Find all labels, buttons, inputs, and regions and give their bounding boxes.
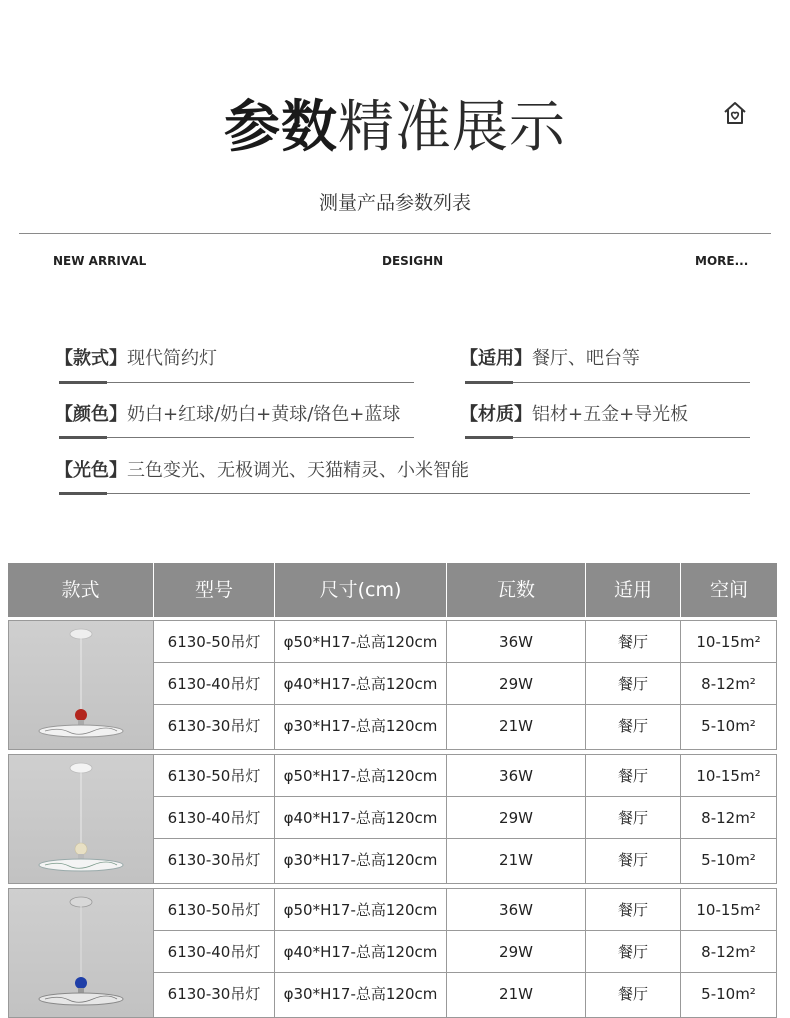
cell-model: 6130-40吊灯 [154,663,275,705]
title-bold: 参数 [224,95,338,160]
product-group [8,754,777,884]
cell-model: 6130-50吊灯 [154,755,275,797]
cell-space: 10-15m² [681,889,776,931]
spec-underline [59,437,414,438]
cell-space: 10-15m² [681,621,776,663]
spec-color [55,400,400,426]
cell-use: 餐厅 [586,755,681,797]
cell-use: 餐厅 [586,621,681,663]
spec-underline [465,382,750,383]
spec-key: 【适用】 [460,348,532,369]
spec-value: 铝材+五金+导光板 [532,404,689,425]
product-group [8,620,777,750]
th-style: 款式 [8,563,154,617]
cell-watt: 29W [447,663,586,705]
cell-watt: 36W [447,755,586,797]
cell-model: 6130-30吊灯 [154,973,275,1017]
cell-model: 6130-30吊灯 [154,705,275,749]
spec-usage [460,344,640,370]
th-watt: 瓦数 [447,563,586,617]
nav-new-arrival[interactable]: NEW ARRIVAL [53,254,147,268]
spec-key: 【材质】 [460,404,532,425]
th-use: 适用 [586,563,681,617]
cell-use: 餐厅 [586,663,681,705]
cell-use: 餐厅 [586,839,681,883]
header-divider [19,233,771,234]
title-light: 精准展示 [338,95,566,160]
cell-watt: 29W [447,797,586,839]
cell-model: 6130-50吊灯 [154,889,275,931]
cell-size: φ50*H17-总高120cm [275,621,447,663]
cell-space: 5-10m² [701,717,756,735]
cell-use: 餐厅 [586,931,681,973]
home-heart-icon[interactable] [722,100,748,126]
cell-size: φ50*H17-总高120cm [275,755,447,797]
cell-space: 5-10m² [701,851,756,869]
cell-space: 5-10m² [701,985,756,1003]
cell-space: 8-12m² [681,663,776,705]
spec-value: 三色变光、无极调光、天猫精灵、小米智能 [127,460,469,481]
cell-watt: 21W [447,705,586,749]
pendant-lamp-icon [9,755,154,883]
page-title [0,92,790,164]
pendant-lamp-icon [9,889,154,1017]
cell-use: 餐厅 [586,797,681,839]
cell-watt: 21W [447,839,586,883]
product-photo [9,755,154,883]
cell-size: φ30*H17-总高120cm [275,973,447,1017]
spec-value: 奶白+红球/奶白+黄球/铬色+蓝球 [127,404,401,425]
spec-material [460,400,688,426]
product-photo [9,889,154,1017]
page-subtitle: 测量产品参数列表 [318,192,471,214]
spec-value: 现代简约灯 [127,348,217,369]
cell-size: φ30*H17-总高120cm [275,839,447,883]
cell-watt: 29W [447,931,586,973]
nav-design[interactable]: DESIGHN [382,254,444,268]
spec-underline [465,437,750,438]
spec-underline [59,493,750,494]
pendant-lamp-icon [9,621,154,749]
cell-watt: 36W [447,621,586,663]
th-model: 型号 [154,563,275,617]
cell-watt: 36W [447,889,586,931]
cell-use: 餐厅 [586,973,681,1017]
spec-light-color [55,456,469,482]
cell-size: φ40*H17-总高120cm [275,797,447,839]
cell-space: 10-15m² [681,755,776,797]
spec-underline [59,382,414,383]
nav-more[interactable]: MORE... [695,254,749,268]
cell-use: 餐厅 [586,705,681,749]
spec-value: 餐厅、吧台等 [532,348,640,369]
product-photo [9,621,154,749]
cell-space: 8-12m² [681,931,776,973]
cell-size: φ30*H17-总高120cm [275,705,447,749]
cell-model: 6130-30吊灯 [154,839,275,883]
th-size: 尺寸(cm) [275,563,447,617]
spec-key: 【款式】 [55,348,127,369]
spec-style [55,344,217,370]
cell-space: 8-12m² [681,797,776,839]
cell-model: 6130-40吊灯 [154,797,275,839]
spec-key: 【光色】 [55,460,127,481]
th-space: 空间 [709,579,748,601]
cell-size: φ40*H17-总高120cm [275,663,447,705]
cell-model: 6130-50吊灯 [154,621,275,663]
cell-size: φ50*H17-总高120cm [275,889,447,931]
product-group [8,888,777,1018]
cell-watt: 21W [447,973,586,1017]
cell-model: 6130-40吊灯 [154,931,275,973]
cell-use: 餐厅 [586,889,681,931]
cell-size: φ40*H17-总高120cm [275,931,447,973]
spec-key: 【颜色】 [55,404,127,425]
